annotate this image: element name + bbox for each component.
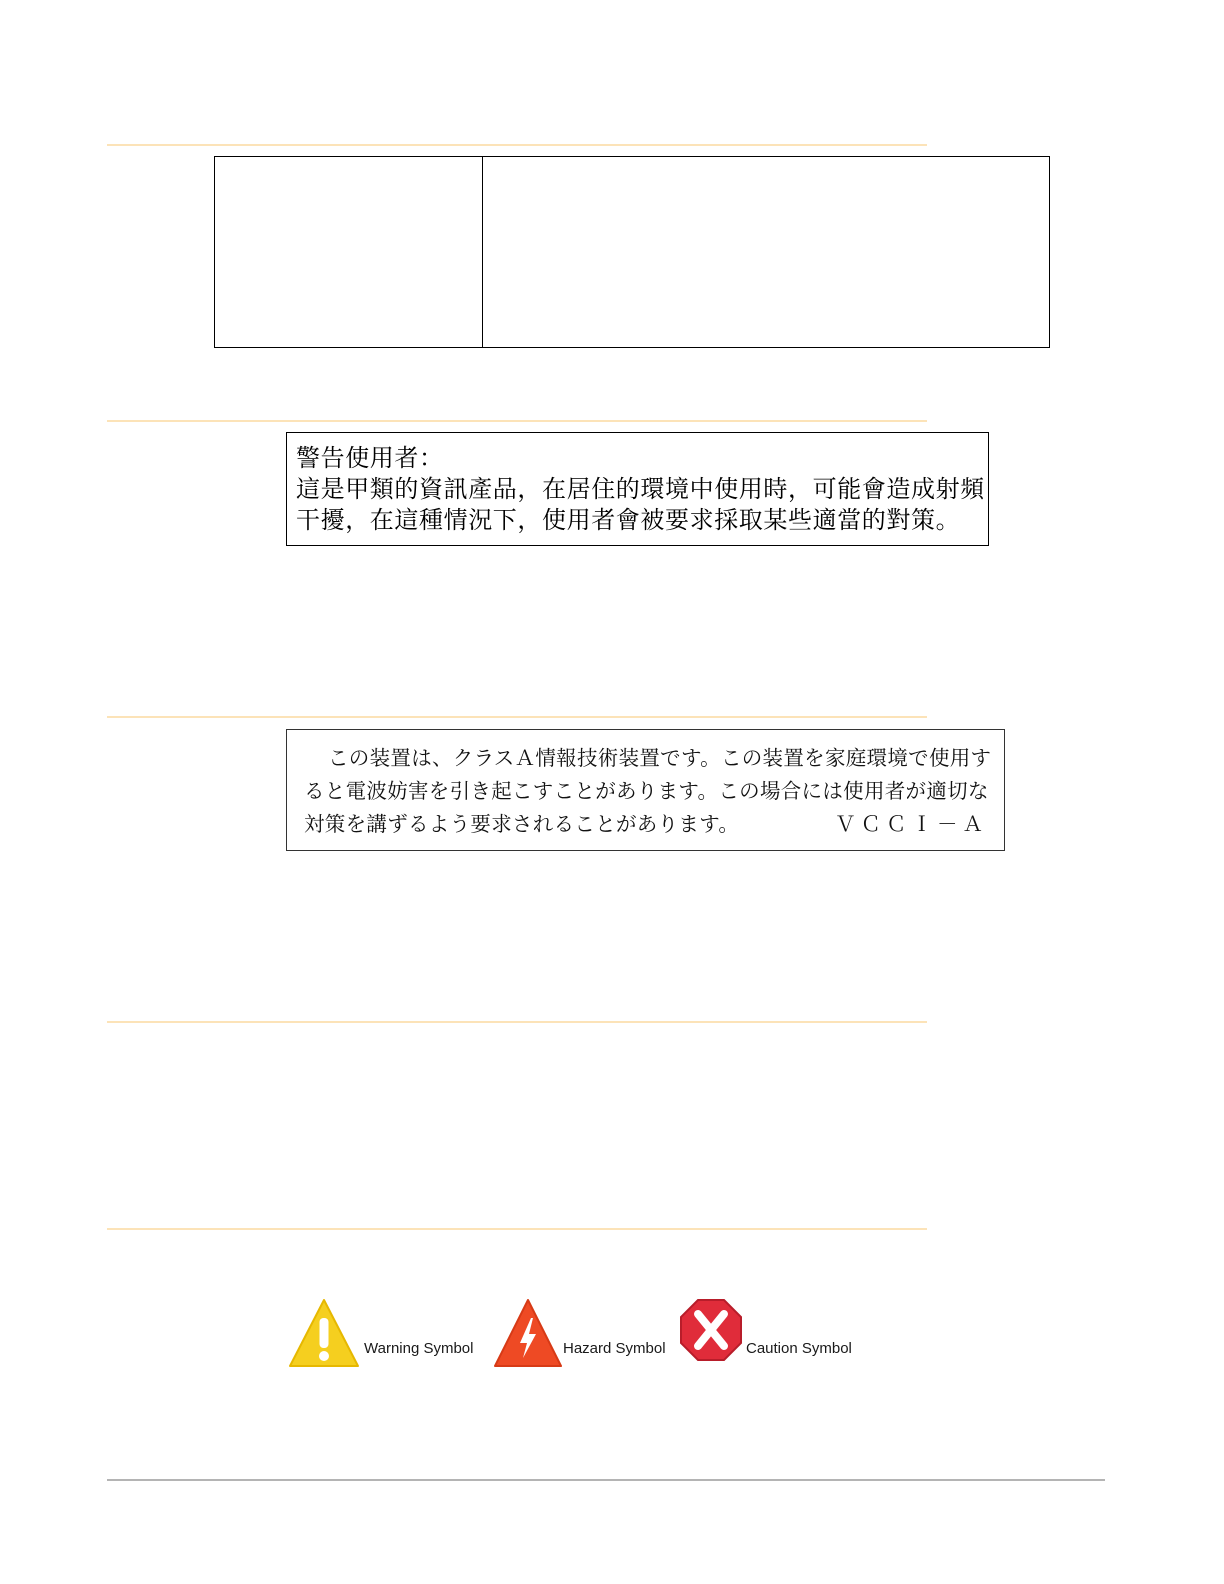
vcci-text-line: この装置は、クラスＡ情報技術装置です。この装置を家庭環境で使用す: [328, 746, 992, 770]
bsmi-text-line: 干擾，在這種情況下，使用者會被要求採取某些適當的對策。: [296, 506, 961, 534]
vcci-notice: [286, 729, 1005, 851]
section-divider: [107, 1021, 927, 1023]
safety-symbols-legend: [288, 1296, 888, 1376]
table-cell-left: [215, 157, 483, 347]
vcci-class-mark: ＶＣＣＩ－Ａ: [835, 812, 988, 836]
bsmi-text-line: 這是甲類的資訊產品，在居住的環境中使用時，可能會造成射頻: [296, 475, 985, 503]
table-cell-right: [483, 157, 1049, 347]
hazard-triangle-icon: [493, 1296, 563, 1370]
warning-triangle-icon: [288, 1296, 360, 1370]
section-divider: [107, 420, 927, 422]
footer-divider: [107, 1479, 1105, 1481]
bsmi-warning-notice: [286, 432, 989, 546]
section-divider: [107, 144, 927, 146]
warning-symbol-label: Warning Symbol: [364, 1340, 474, 1357]
hazard-symbol-label: Hazard Symbol: [563, 1340, 666, 1357]
vcci-text-line: ると電波妨害を引き起こすことがあります。この場合には使用者が適切な: [304, 779, 989, 803]
vcci-text-line: 対策を講ずるよう要求されることがあります。: [304, 812, 740, 836]
section-divider: [107, 1228, 927, 1230]
caution-octagon-icon: [678, 1296, 744, 1368]
caution-symbol-label: Caution Symbol: [746, 1340, 852, 1357]
empty-table: [214, 156, 1050, 348]
bsmi-heading: 警告使用者：: [296, 444, 444, 472]
section-divider: [107, 716, 927, 718]
